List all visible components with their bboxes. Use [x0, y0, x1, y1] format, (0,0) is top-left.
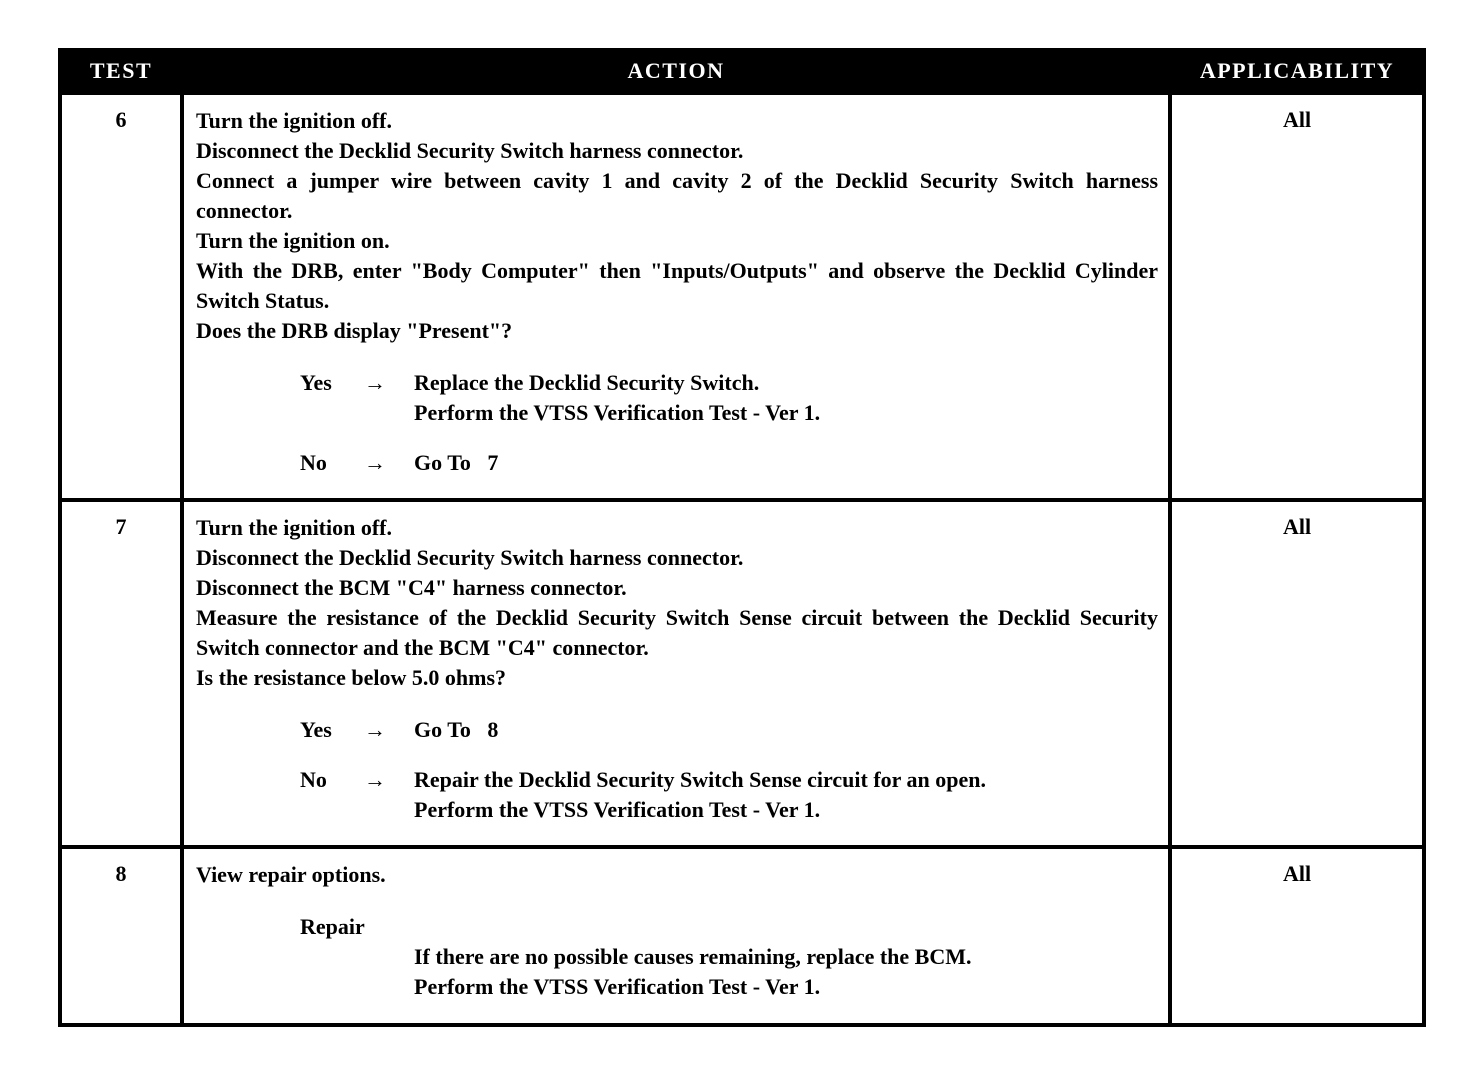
decision-line: Perform the VTSS Verification Test - Ver 1. [414, 797, 821, 822]
decision-line: Replace the Decklid Security Switch. [414, 370, 760, 395]
decision-lines [414, 448, 1158, 478]
arrow-right-icon: → [364, 717, 386, 742]
action-paragraph [196, 106, 1158, 346]
header-row [60, 50, 1424, 93]
diagnostic-table [58, 48, 1426, 1027]
decision-lines [414, 715, 1158, 745]
decision-line: Perform the VTSS Verification Test - Ver 1. [414, 974, 821, 999]
action-step: Connect a jumper wire between cavity 1 and cavity 2 of the Decklid Security Switch harness connector. [196, 168, 1158, 223]
arrow-right-icon: → [364, 450, 386, 475]
decision-line: Repair the Decklid Security Switch Sense circuit for an open. [414, 767, 986, 792]
decision-line: If there are no possible causes remaining, replace the BCM. [414, 944, 972, 969]
action-step: Turn the ignition on. [196, 228, 390, 253]
action-paragraph [196, 513, 1158, 693]
decision-repair [196, 912, 1158, 1002]
test-number: 8 [60, 847, 182, 1025]
test-number: 6 [60, 93, 182, 500]
decision-list [196, 715, 1158, 825]
decision-line: Perform the VTSS Verification Test - Ver 1. [414, 400, 821, 425]
action-step: Disconnect the Decklid Security Switch harness connector. [196, 138, 744, 163]
decision-label: Repair [300, 914, 365, 939]
decision-label: Yes [300, 370, 332, 395]
decision-list [196, 912, 1158, 1002]
decision-line: Go To 8 [414, 717, 499, 742]
action-step: With the DRB, enter "Body Computer" then "Inputs/Outputs" and observe the Decklid Cylinder Switch Status. [196, 258, 1158, 313]
decision-no [196, 765, 1158, 825]
action-step: Turn the ignition off. [196, 515, 393, 540]
action-cell [182, 847, 1170, 1025]
action-step: Disconnect the BCM "C4" harness connector. [196, 575, 627, 600]
decision-list [196, 368, 1158, 478]
action-step: View repair options. [196, 862, 386, 887]
applicability-cell: All [1170, 500, 1424, 847]
col-header-action: ACTION [182, 50, 1170, 93]
table-body [60, 93, 1424, 1025]
action-step: Is the resistance below 5.0 ohms? [196, 665, 507, 690]
decision-label: No [300, 450, 327, 475]
arrow-right-icon: → [364, 767, 386, 792]
applicability-cell: All [1170, 847, 1424, 1025]
decision-label: Yes [300, 717, 332, 742]
action-step: Turn the ignition off. [196, 108, 393, 133]
arrow-right-icon: → [364, 370, 386, 395]
action-paragraph [196, 860, 1158, 890]
decision-yes [196, 715, 1158, 745]
col-header-applicability: APPLICABILITY [1170, 50, 1424, 93]
decision-lines [414, 942, 1158, 1002]
test-number: 7 [60, 500, 182, 847]
decision-no [196, 448, 1158, 478]
col-header-test: TEST [60, 50, 182, 93]
applicability-cell: All [1170, 93, 1424, 500]
decision-label: No [300, 767, 327, 792]
decision-lines [414, 368, 1158, 428]
decision-line: Go To 7 [414, 450, 499, 475]
decision-yes [196, 368, 1158, 428]
action-cell [182, 500, 1170, 847]
table-row [60, 500, 1424, 847]
action-step: Disconnect the Decklid Security Switch harness connector. [196, 545, 744, 570]
table-row [60, 847, 1424, 1025]
action-step: Measure the resistance of the Decklid Security Switch Sense circuit between the Decklid Security Switch connector and the BCM "C4" connector. [196, 605, 1158, 660]
decision-lines [414, 765, 1158, 825]
table-row [60, 93, 1424, 500]
action-step: Does the DRB display "Present"? [196, 318, 513, 343]
action-cell [182, 93, 1170, 500]
